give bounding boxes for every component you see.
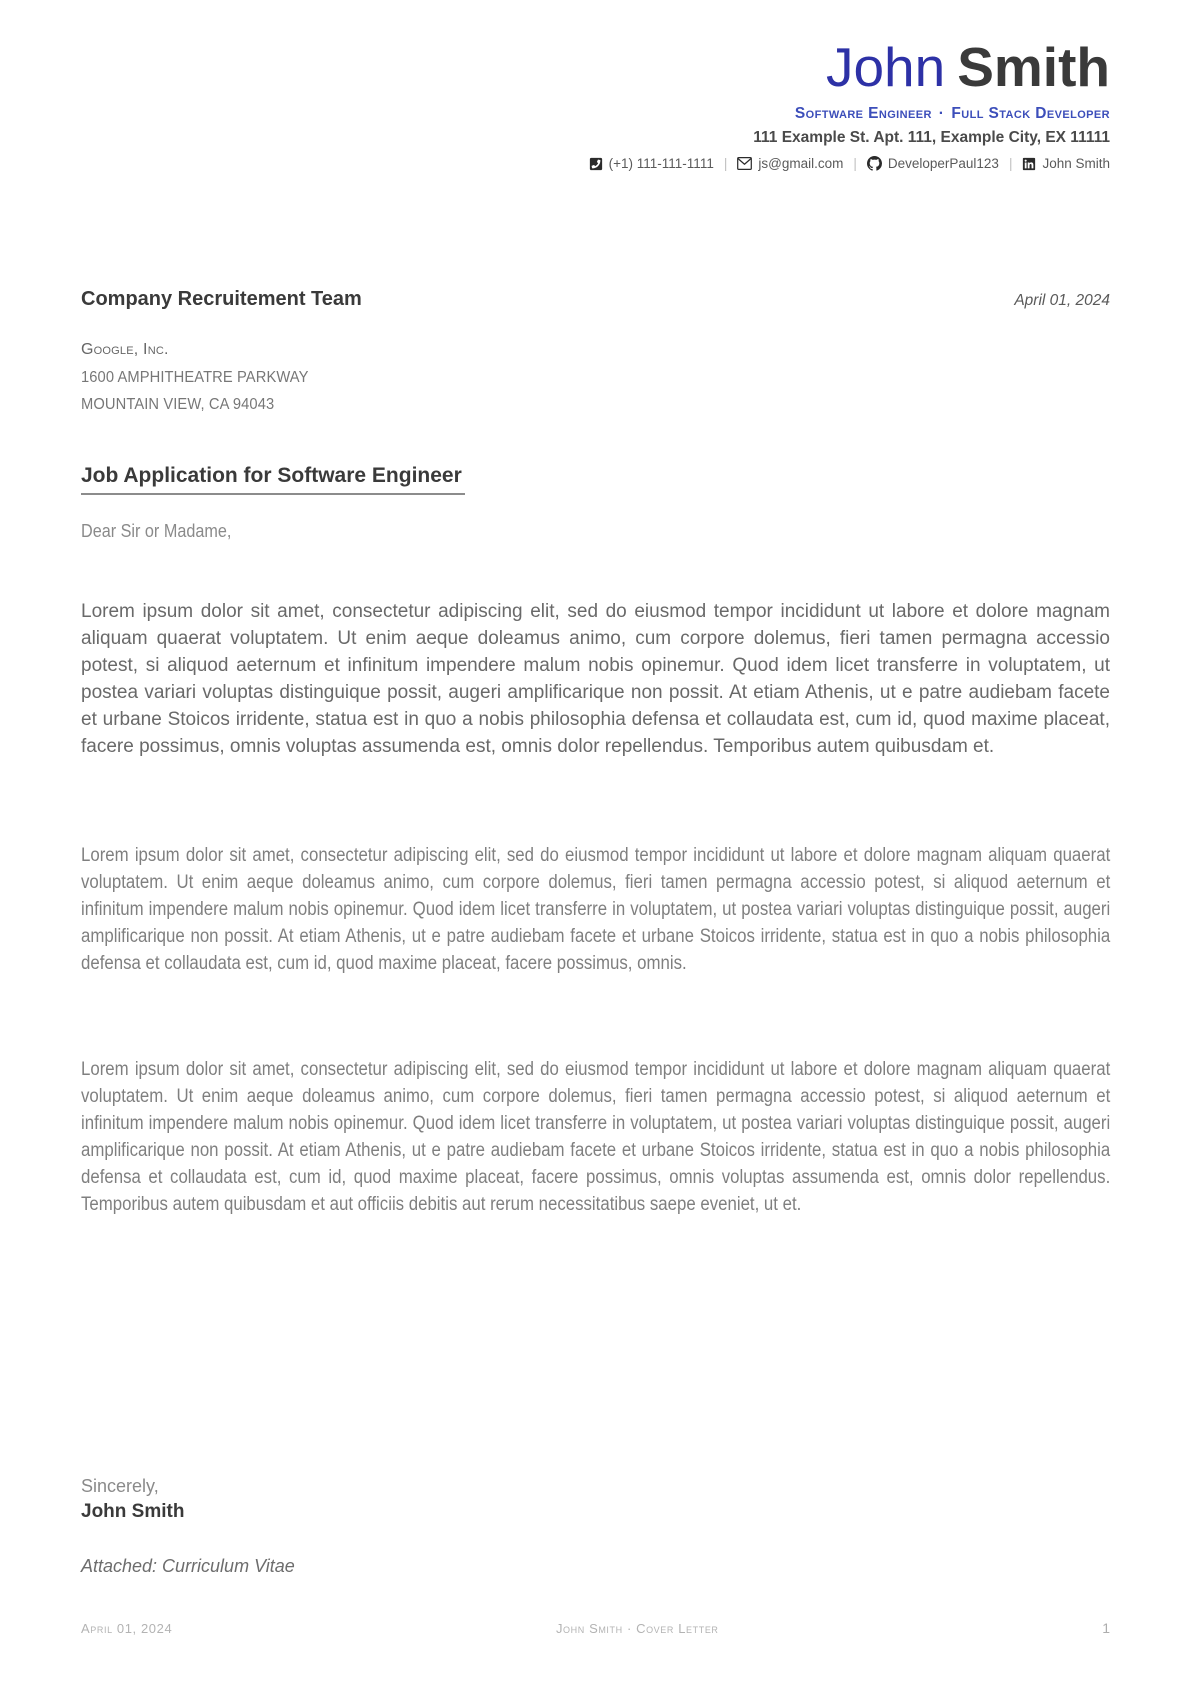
footer-date: April 01, 2024: [81, 1621, 173, 1636]
sender-address: 111 Example St. Apt. 111, Example City, EX 11111: [753, 129, 1110, 146]
linkedin-name[interactable]: John Smith: [1042, 156, 1110, 171]
envelope-icon: [737, 157, 752, 170]
salutation: [81, 521, 248, 542]
recipient-name: Company Recruitement Team: [81, 288, 362, 310]
page-footer: [81, 1620, 1110, 1636]
page-number: 1: [1102, 1620, 1110, 1636]
github-icon: [867, 156, 882, 171]
recipient-address-line: [81, 396, 291, 414]
github-username[interactable]: DeveloperPaul123: [887, 156, 999, 171]
body-paragraph: Lorem ipsum dolor sit amet, consectetur adipiscing elit, sed do eiusmod tempor incididunt ut labore et dolore magnam aliquam quaerat voluptatem. Ut enim aeque doleamus animo, cum corpore dolemus, fieri tamen permagna accessio potest, si aliquod aeternum et infinitum impendere malum nobis opinemur. Quod idem licet transferre in voluptatem, ut postea variari voluptas distinguique possit, augeri amplificarique non possit. At etiam Athenis, ut e patre audiebam facete et urbane Stoicos irridente, statua est in quo a nobis philosophia defensa et collaudata est, cum id, quod maxime placeat, facere possimus, omnis voluptas assumenda est, omnis dolor repellendus. Temporibus autem quibusdam et aut officiis debitis aut rerum necessitatibus saepe eveniet, ut et.: [81, 1059, 1111, 1215]
letter-date: April 01, 2024: [1014, 292, 1110, 309]
person-name: [589, 38, 1110, 96]
recipient-row: [81, 288, 1110, 311]
letter-subject: Job Application for Software Engineer: [81, 464, 465, 495]
phone-number: (+1) 111-111-1111: [608, 156, 714, 171]
contact-separator: |: [853, 156, 857, 171]
contact-separator: |: [723, 156, 728, 171]
phone-contact: [589, 156, 714, 171]
recipient-street: 1600 AMPHITHEATRE PARKWAY: [81, 369, 309, 386]
linkedin-icon: [1022, 157, 1036, 171]
salutation-text: Dear Sir or Madame,: [81, 521, 232, 541]
first-name: John: [825, 36, 946, 98]
closing-phrase: Sincerely,: [81, 1476, 159, 1496]
recipient-address-line: [81, 369, 328, 387]
phone-icon: [589, 157, 603, 171]
github-contact[interactable]: [867, 156, 999, 171]
email-address[interactable]: js@gmail.com: [758, 156, 844, 171]
titles-separator: ·: [938, 105, 945, 122]
footer-title: John Smith · Cover Letter: [555, 1621, 719, 1636]
position-secondary: Full Stack Developer: [951, 105, 1110, 122]
contact-separator: |: [1008, 156, 1013, 171]
linkedin-contact[interactable]: [1022, 156, 1110, 171]
email-contact[interactable]: [737, 156, 843, 171]
recipient-company: Google, Inc.: [81, 341, 169, 358]
body-paragraph: Lorem ipsum dolor sit amet, consectetur adipiscing elit, sed do eiusmod tempor incididunt ut labore et dolore magnam aliquam quaerat voluptatem. Ut enim aeque doleamus animo, cum corpore dolemus, fieri tamen permagna accessio potest, si aliquod aeternum et infinitum impendere malum nobis opinemur. Quod idem licet transferre in voluptatem, ut postea variari voluptas distinguique possit, augeri amplificarique non possit. At etiam Athenis, ut e patre audiebam facete et urbane Stoicos irridente, statua est in quo a nobis philosophia defensa et collaudata est, cum id, quod maxime placeat, facere possimus, omnis voluptas assumenda est, omnis dolor repellendus. Temporibus autem quibusdam et.: [81, 601, 1110, 757]
signature-name: John Smith: [81, 1501, 185, 1522]
job-titles: [589, 105, 1110, 123]
last-name: Smith: [957, 36, 1110, 98]
attachment-note: Attached: Curriculum Vitae: [81, 1556, 295, 1576]
position-primary: Software Engineer: [794, 105, 932, 122]
contact-line: [589, 156, 1110, 171]
body-paragraph: Lorem ipsum dolor sit amet, consectetur adipiscing elit, sed do eiusmod tempor incididunt ut labore et dolore magnam aliquam quaerat voluptatem. Ut enim aeque doleamus animo, cum corpore dolemus, fieri tamen permagna accessio potest, si aliquod aeternum et infinitum impendere malum nobis opinemur. Quod idem licet transferre in voluptatem, ut postea variari voluptas distinguique possit, augeri amplificarique non possit. At etiam Athenis, ut e patre audiebam facete et urbane Stoicos irridente, statua est in quo a nobis philosophia defensa et collaudata est, cum id, quod maxime placeat, facere possimus, omnis.: [81, 845, 1111, 974]
recipient-city: MOUNTAIN VIEW, CA 94043: [81, 396, 275, 413]
letter-header: [589, 38, 1110, 171]
